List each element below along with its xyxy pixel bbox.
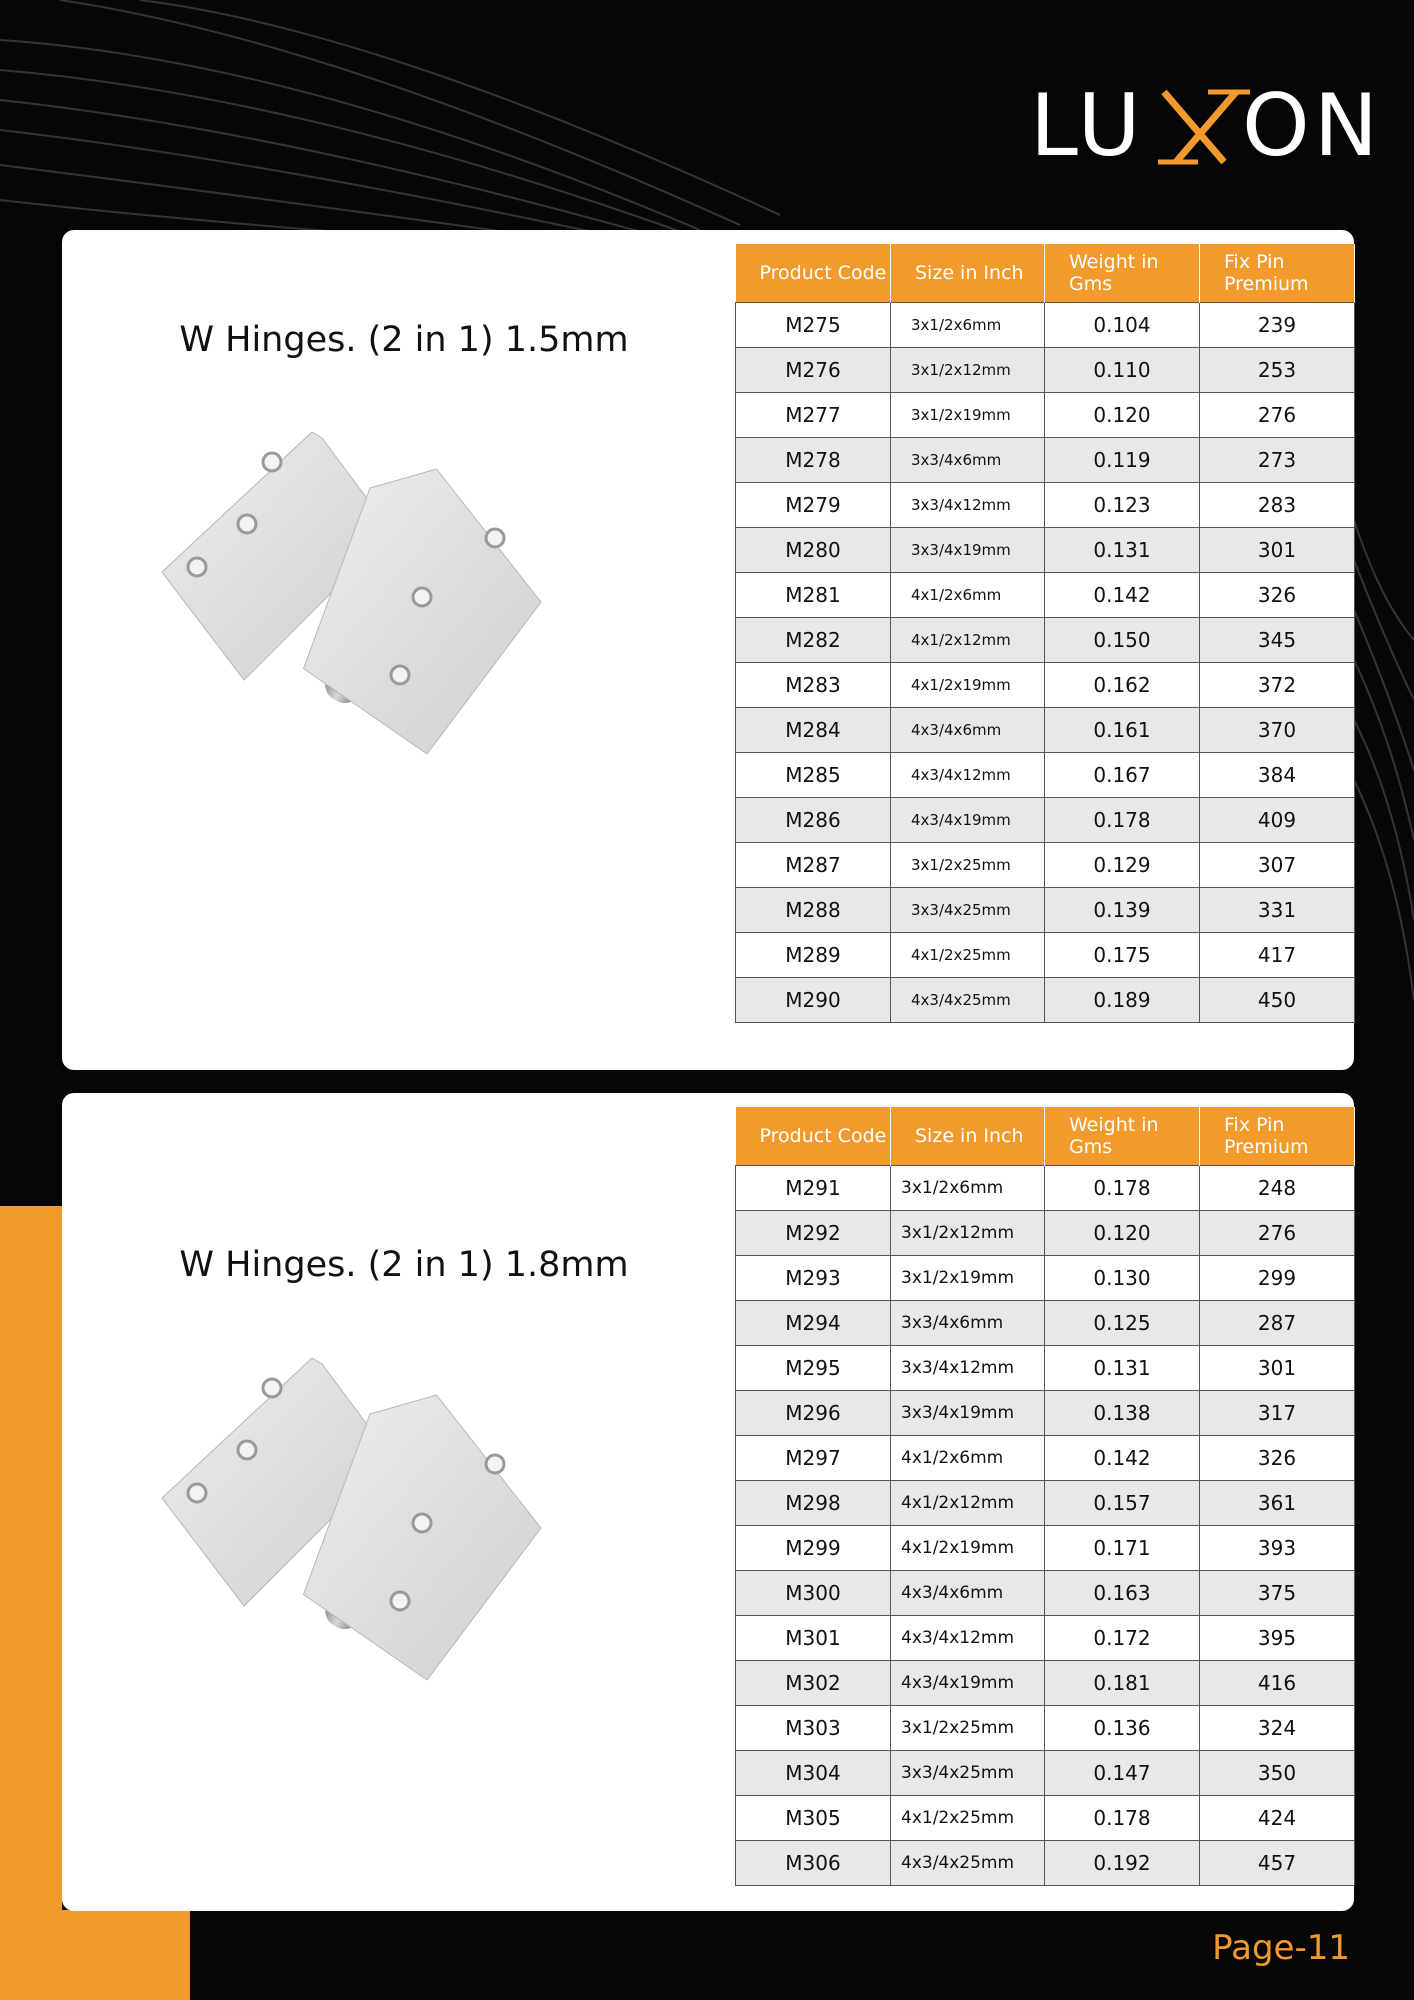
cell-size: 4x3/4x19mm bbox=[891, 798, 1045, 843]
cell-code: M290 bbox=[736, 978, 891, 1023]
cell-weight: 0.142 bbox=[1045, 1436, 1200, 1481]
cell-weight: 0.123 bbox=[1045, 483, 1200, 528]
cell-price: 361 bbox=[1200, 1481, 1355, 1526]
cell-price: 416 bbox=[1200, 1661, 1355, 1706]
cell-price: 375 bbox=[1200, 1571, 1355, 1616]
table-header-row bbox=[736, 1107, 1355, 1166]
cell-price: 317 bbox=[1200, 1391, 1355, 1436]
table-row bbox=[736, 618, 1355, 663]
table-row bbox=[736, 1526, 1355, 1571]
table-row bbox=[736, 1616, 1355, 1661]
cell-code: M278 bbox=[736, 438, 891, 483]
table-row bbox=[736, 348, 1355, 393]
cell-size: 4x3/4x12mm bbox=[891, 1616, 1045, 1661]
cell-size: 3x3/4x25mm bbox=[891, 888, 1045, 933]
cell-code: M301 bbox=[736, 1616, 891, 1661]
cell-code: M303 bbox=[736, 1706, 891, 1751]
cell-weight: 0.181 bbox=[1045, 1661, 1200, 1706]
cell-size: 4x1/2x12mm bbox=[891, 618, 1045, 663]
cell-price: 409 bbox=[1200, 798, 1355, 843]
cell-size: 3x3/4x19mm bbox=[891, 528, 1045, 573]
cell-size: 4x3/4x6mm bbox=[891, 708, 1045, 753]
cell-price: 370 bbox=[1200, 708, 1355, 753]
cell-weight: 0.120 bbox=[1045, 393, 1200, 438]
cell-price: 326 bbox=[1200, 573, 1355, 618]
cell-code: M280 bbox=[736, 528, 891, 573]
cell-weight: 0.175 bbox=[1045, 933, 1200, 978]
cell-size: 3x1/2x25mm bbox=[891, 843, 1045, 888]
cell-code: M281 bbox=[736, 573, 891, 618]
cell-size: 3x3/4x6mm bbox=[891, 438, 1045, 483]
cell-weight: 0.119 bbox=[1045, 438, 1200, 483]
cell-size: 4x1/2x12mm bbox=[891, 1481, 1045, 1526]
cell-weight: 0.157 bbox=[1045, 1481, 1200, 1526]
cell-price: 301 bbox=[1200, 528, 1355, 573]
cell-code: M279 bbox=[736, 483, 891, 528]
cell-size: 4x1/2x25mm bbox=[891, 1796, 1045, 1841]
cell-size: 4x3/4x19mm bbox=[891, 1661, 1045, 1706]
cell-code: M291 bbox=[736, 1166, 891, 1211]
cell-price: 253 bbox=[1200, 348, 1355, 393]
table-row bbox=[736, 1166, 1355, 1211]
table-row bbox=[736, 1571, 1355, 1616]
table-row bbox=[736, 1796, 1355, 1841]
table-row bbox=[736, 1481, 1355, 1526]
cell-code: M276 bbox=[736, 348, 891, 393]
table-row bbox=[736, 1346, 1355, 1391]
cell-weight: 0.147 bbox=[1045, 1751, 1200, 1796]
cell-weight: 0.192 bbox=[1045, 1841, 1200, 1886]
cell-weight: 0.110 bbox=[1045, 348, 1200, 393]
cell-weight: 0.172 bbox=[1045, 1616, 1200, 1661]
cell-code: M296 bbox=[736, 1391, 891, 1436]
cell-weight: 0.167 bbox=[1045, 753, 1200, 798]
cell-price: 424 bbox=[1200, 1796, 1355, 1841]
cell-price: 273 bbox=[1200, 438, 1355, 483]
cell-weight: 0.171 bbox=[1045, 1526, 1200, 1571]
cell-weight: 0.130 bbox=[1045, 1256, 1200, 1301]
cell-price: 276 bbox=[1200, 393, 1355, 438]
cell-code: M284 bbox=[736, 708, 891, 753]
hinge-product-image bbox=[162, 432, 552, 762]
cell-price: 417 bbox=[1200, 933, 1355, 978]
cell-price: 287 bbox=[1200, 1301, 1355, 1346]
cell-size: 3x1/2x12mm bbox=[891, 1211, 1045, 1256]
cell-size: 4x3/4x25mm bbox=[891, 1841, 1045, 1886]
cell-price: 283 bbox=[1200, 483, 1355, 528]
cell-size: 3x1/2x25mm bbox=[891, 1706, 1045, 1751]
page-number: Page-11 bbox=[1212, 1928, 1350, 1968]
header-weight: Weight in Gms bbox=[1045, 244, 1200, 303]
cell-price: 372 bbox=[1200, 663, 1355, 708]
cell-price: 450 bbox=[1200, 978, 1355, 1023]
cell-price: 248 bbox=[1200, 1166, 1355, 1211]
cell-size: 3x3/4x12mm bbox=[891, 1346, 1045, 1391]
cell-size: 4x3/4x6mm bbox=[891, 1571, 1045, 1616]
table-row bbox=[736, 753, 1355, 798]
header-price: Fix Pin Premium bbox=[1200, 244, 1355, 303]
cell-price: 331 bbox=[1200, 888, 1355, 933]
table-row bbox=[736, 1706, 1355, 1751]
table-row bbox=[736, 1436, 1355, 1481]
header-weight: Weight in Gms bbox=[1045, 1107, 1200, 1166]
header-product-code: Product Code bbox=[736, 244, 891, 303]
cell-code: M293 bbox=[736, 1256, 891, 1301]
cell-code: M288 bbox=[736, 888, 891, 933]
cell-price: 384 bbox=[1200, 753, 1355, 798]
cell-code: M282 bbox=[736, 618, 891, 663]
table-row bbox=[736, 933, 1355, 978]
cell-weight: 0.162 bbox=[1045, 663, 1200, 708]
table-header-row bbox=[736, 244, 1355, 303]
cell-weight: 0.138 bbox=[1045, 1391, 1200, 1436]
cell-weight: 0.131 bbox=[1045, 528, 1200, 573]
cell-price: 276 bbox=[1200, 1211, 1355, 1256]
cell-code: M285 bbox=[736, 753, 891, 798]
table-row bbox=[736, 798, 1355, 843]
cell-code: M287 bbox=[736, 843, 891, 888]
table-row bbox=[736, 888, 1355, 933]
table-row bbox=[736, 438, 1355, 483]
table-row bbox=[736, 708, 1355, 753]
cell-weight: 0.150 bbox=[1045, 618, 1200, 663]
cell-size: 3x1/2x6mm bbox=[891, 1166, 1045, 1211]
cell-weight: 0.178 bbox=[1045, 798, 1200, 843]
cell-weight: 0.125 bbox=[1045, 1301, 1200, 1346]
table-row bbox=[736, 1211, 1355, 1256]
cell-size: 3x1/2x6mm bbox=[891, 303, 1045, 348]
cell-code: M299 bbox=[736, 1526, 891, 1571]
cell-size: 3x1/2x19mm bbox=[891, 393, 1045, 438]
cell-size: 4x1/2x19mm bbox=[891, 1526, 1045, 1571]
table-row bbox=[736, 1841, 1355, 1886]
cell-size: 3x3/4x25mm bbox=[891, 1751, 1045, 1796]
cell-code: M306 bbox=[736, 1841, 891, 1886]
cell-size: 3x3/4x12mm bbox=[891, 483, 1045, 528]
logo-x-mark bbox=[1158, 78, 1250, 174]
product-panel-1-5mm bbox=[62, 230, 1354, 1070]
table-row bbox=[736, 843, 1355, 888]
cell-code: M294 bbox=[736, 1301, 891, 1346]
header-price: Fix Pin Premium bbox=[1200, 1107, 1355, 1166]
logo-text-right: ON bbox=[1242, 76, 1383, 176]
cell-code: M277 bbox=[736, 393, 891, 438]
cell-code: M298 bbox=[736, 1481, 891, 1526]
cell-code: M289 bbox=[736, 933, 891, 978]
cell-price: 350 bbox=[1200, 1751, 1355, 1796]
cell-size: 4x3/4x12mm bbox=[891, 753, 1045, 798]
table-row bbox=[736, 1751, 1355, 1796]
table-row bbox=[736, 1661, 1355, 1706]
cell-code: M305 bbox=[736, 1796, 891, 1841]
cell-size: 4x1/2x6mm bbox=[891, 573, 1045, 618]
cell-weight: 0.178 bbox=[1045, 1166, 1200, 1211]
cell-price: 326 bbox=[1200, 1436, 1355, 1481]
table-row bbox=[736, 528, 1355, 573]
table-row bbox=[736, 1391, 1355, 1436]
cell-price: 457 bbox=[1200, 1841, 1355, 1886]
cell-weight: 0.161 bbox=[1045, 708, 1200, 753]
cell-weight: 0.163 bbox=[1045, 1571, 1200, 1616]
header-product-code: Product Code bbox=[736, 1107, 891, 1166]
section-title: W Hinges. (2 in 1) 1.8mm bbox=[179, 1245, 629, 1285]
cell-weight: 0.142 bbox=[1045, 573, 1200, 618]
table-row bbox=[736, 663, 1355, 708]
cell-weight: 0.178 bbox=[1045, 1796, 1200, 1841]
spec-table bbox=[735, 1107, 1355, 1886]
header-size: Size in Inch bbox=[891, 1107, 1045, 1166]
table-row bbox=[736, 483, 1355, 528]
cell-code: M304 bbox=[736, 1751, 891, 1796]
cell-price: 395 bbox=[1200, 1616, 1355, 1661]
header-size: Size in Inch bbox=[891, 244, 1045, 303]
cell-size: 4x1/2x19mm bbox=[891, 663, 1045, 708]
cell-size: 4x1/2x25mm bbox=[891, 933, 1045, 978]
cell-weight: 0.136 bbox=[1045, 1706, 1200, 1751]
cell-price: 324 bbox=[1200, 1706, 1355, 1751]
cell-size: 4x1/2x6mm bbox=[891, 1436, 1045, 1481]
cell-price: 307 bbox=[1200, 843, 1355, 888]
cell-code: M286 bbox=[736, 798, 891, 843]
table-row bbox=[736, 393, 1355, 438]
table-row bbox=[736, 303, 1355, 348]
cell-code: M283 bbox=[736, 663, 891, 708]
table-row bbox=[736, 573, 1355, 618]
cell-code: M295 bbox=[736, 1346, 891, 1391]
table-row bbox=[736, 1256, 1355, 1301]
table-row bbox=[736, 1301, 1355, 1346]
spec-table bbox=[735, 244, 1355, 1023]
cell-price: 393 bbox=[1200, 1526, 1355, 1571]
cell-weight: 0.131 bbox=[1045, 1346, 1200, 1391]
logo-text-left: LU bbox=[1030, 76, 1145, 176]
cell-weight: 0.120 bbox=[1045, 1211, 1200, 1256]
cell-weight: 0.189 bbox=[1045, 978, 1200, 1023]
table-row bbox=[736, 978, 1355, 1023]
orange-footer-block bbox=[0, 1910, 190, 2000]
cell-code: M300 bbox=[736, 1571, 891, 1616]
cell-weight: 0.129 bbox=[1045, 843, 1200, 888]
cell-price: 299 bbox=[1200, 1256, 1355, 1301]
product-panel-1-8mm bbox=[62, 1093, 1354, 1911]
cell-code: M275 bbox=[736, 303, 891, 348]
cell-code: M302 bbox=[736, 1661, 891, 1706]
cell-price: 301 bbox=[1200, 1346, 1355, 1391]
cell-price: 239 bbox=[1200, 303, 1355, 348]
hinge-product-image bbox=[162, 1358, 552, 1688]
cell-size: 3x1/2x19mm bbox=[891, 1256, 1045, 1301]
brand-logo bbox=[1030, 76, 1383, 176]
cell-size: 4x3/4x25mm bbox=[891, 978, 1045, 1023]
orange-accent-band bbox=[0, 1206, 62, 2000]
section-title: W Hinges. (2 in 1) 1.5mm bbox=[179, 320, 629, 360]
cell-size: 3x1/2x12mm bbox=[891, 348, 1045, 393]
cell-size: 3x3/4x6mm bbox=[891, 1301, 1045, 1346]
cell-code: M297 bbox=[736, 1436, 891, 1481]
cell-code: M292 bbox=[736, 1211, 891, 1256]
cell-weight: 0.139 bbox=[1045, 888, 1200, 933]
cell-weight: 0.104 bbox=[1045, 303, 1200, 348]
cell-price: 345 bbox=[1200, 618, 1355, 663]
cell-size: 3x3/4x19mm bbox=[891, 1391, 1045, 1436]
